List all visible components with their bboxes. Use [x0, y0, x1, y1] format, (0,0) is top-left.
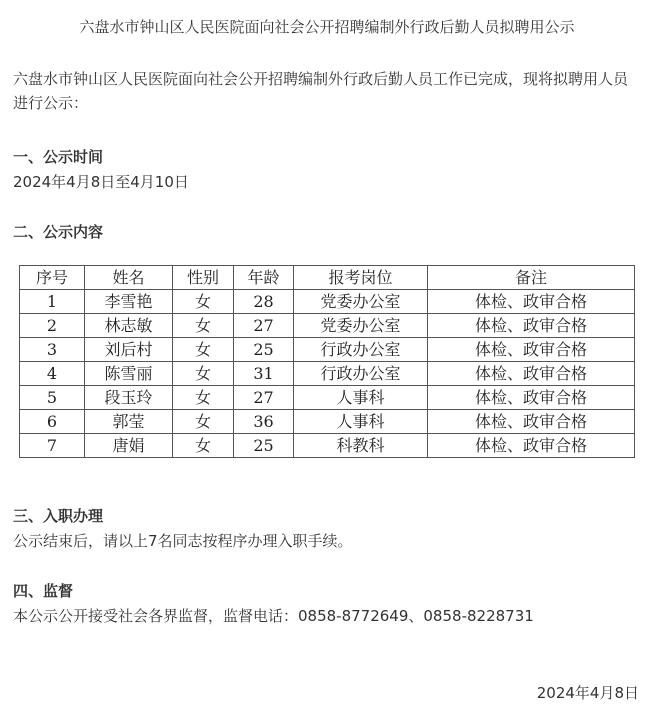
- cell-name: 林志敏: [85, 314, 173, 338]
- section-heading-publicity-content: 二、公示内容: [13, 223, 104, 241]
- section-heading-supervision: 四、监督: [13, 582, 74, 600]
- col-header-name: 姓名: [85, 266, 173, 290]
- publicity-period-text: 2024年4月8日至4月10日: [13, 173, 189, 191]
- table-header-row: [20, 266, 635, 290]
- cell-remarks: 体检、政审合格: [428, 290, 635, 314]
- cell-name: 陈雪丽: [85, 362, 173, 386]
- cell-number: 7: [20, 434, 85, 458]
- cell-age: 36: [234, 410, 294, 434]
- cell-number: 3: [20, 338, 85, 362]
- table-row: [20, 290, 635, 314]
- footer-date: 2024年4月8日: [536, 684, 639, 702]
- cell-age: 31: [234, 362, 294, 386]
- cell-number: 6: [20, 410, 85, 434]
- cell-age: 27: [234, 314, 294, 338]
- col-header-number: 序号: [20, 266, 85, 290]
- table-row: [20, 338, 635, 362]
- cell-position: 党委办公室: [294, 290, 428, 314]
- col-header-gender: 性别: [173, 266, 234, 290]
- cell-age: 25: [234, 434, 294, 458]
- cell-name: 刘后村: [85, 338, 173, 362]
- cell-number: 2: [20, 314, 85, 338]
- table-row: [20, 314, 635, 338]
- section-heading-onboarding: 三、入职办理: [13, 507, 104, 525]
- cell-name: 段玉玲: [85, 386, 173, 410]
- cell-gender: 女: [173, 338, 234, 362]
- document-title: 六盘水市钟山区人民医院面向社会公开招聘编制外行政后勤人员拟聘用公示: [79, 18, 575, 36]
- cell-number: 4: [20, 362, 85, 386]
- cell-position: 行政办公室: [294, 338, 428, 362]
- cell-name: 郭莹: [85, 410, 173, 434]
- cell-age: 28: [234, 290, 294, 314]
- cell-number: 5: [20, 386, 85, 410]
- table-row: [20, 386, 635, 410]
- section-heading-publicity-time: 一、公示时间: [13, 148, 104, 166]
- cell-position: 行政办公室: [294, 362, 428, 386]
- intro-paragraph: 六盘水市钟山区人民医院面向社会公开招聘编制外行政后勤人员工作已完成，现将拟聘用人员进行公示：: [13, 70, 629, 112]
- table-row: [20, 434, 635, 458]
- cell-remarks: 体检、政审合格: [428, 410, 635, 434]
- supervision-text: 本公示公开接受社会各界监督，监督电话：0858-8772649、0858-8228731: [13, 607, 534, 625]
- cell-gender: 女: [173, 386, 234, 410]
- cell-remarks: 体检、政审合格: [428, 362, 635, 386]
- cell-gender: 女: [173, 362, 234, 386]
- cell-gender: 女: [173, 290, 234, 314]
- cell-remarks: 体检、政审合格: [428, 314, 635, 338]
- col-header-position: 报考岗位: [294, 266, 428, 290]
- cell-name: 李雪艳: [85, 290, 173, 314]
- cell-remarks: 体检、政审合格: [428, 338, 635, 362]
- hiring-roster-table: [19, 265, 635, 458]
- cell-gender: 女: [173, 314, 234, 338]
- onboarding-text: 公示结束后，请以上7名同志按程序办理入职手续。: [13, 532, 353, 550]
- cell-age: 25: [234, 338, 294, 362]
- col-header-remarks: 备注: [428, 266, 635, 290]
- table-row: [20, 362, 635, 386]
- cell-position: 科教科: [294, 434, 428, 458]
- cell-name: 唐娟: [85, 434, 173, 458]
- cell-gender: 女: [173, 410, 234, 434]
- col-header-age: 年龄: [234, 266, 294, 290]
- cell-gender: 女: [173, 434, 234, 458]
- cell-position: 人事科: [294, 410, 428, 434]
- cell-remarks: 体检、政审合格: [428, 386, 635, 410]
- table-row: [20, 410, 635, 434]
- cell-remarks: 体检、政审合格: [428, 434, 635, 458]
- cell-position: 人事科: [294, 386, 428, 410]
- cell-position: 党委办公室: [294, 314, 428, 338]
- cell-number: 1: [20, 290, 85, 314]
- cell-age: 27: [234, 386, 294, 410]
